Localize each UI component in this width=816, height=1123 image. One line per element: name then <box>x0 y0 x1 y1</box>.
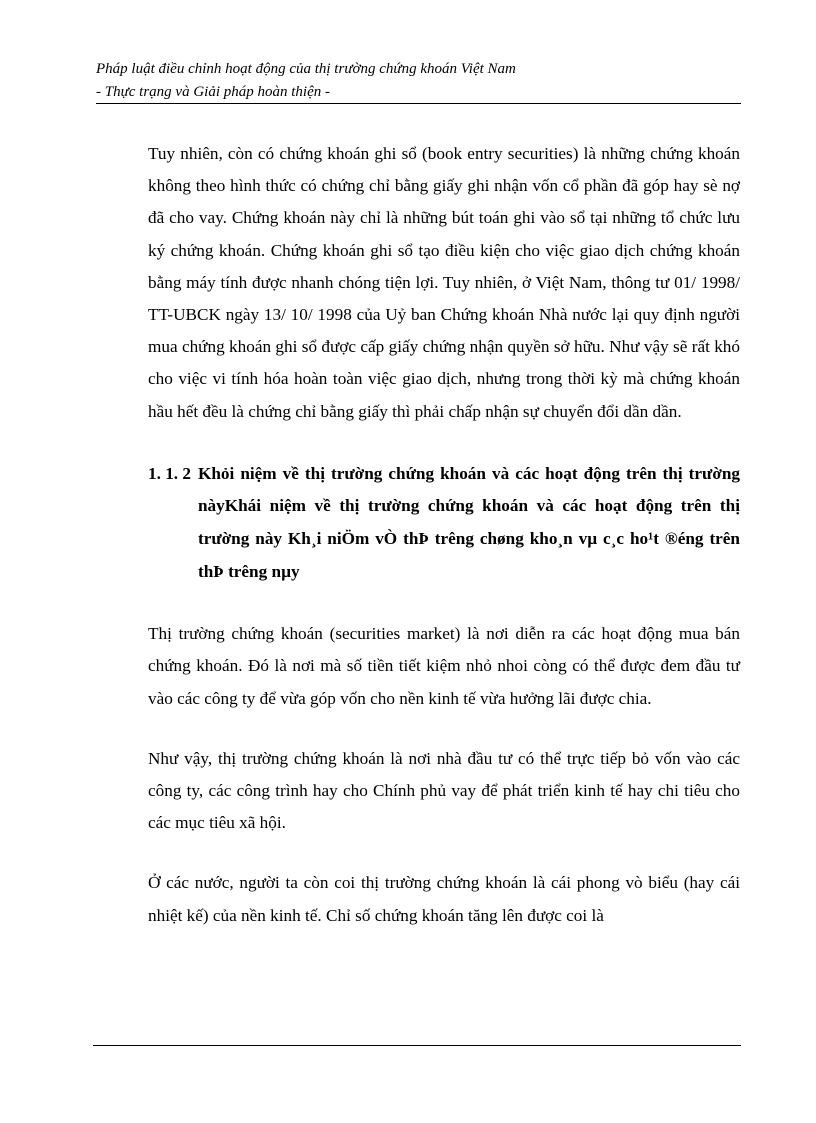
footer-divider <box>93 1045 741 1046</box>
page-header <box>96 58 744 104</box>
section-heading <box>148 458 740 588</box>
header-divider <box>96 103 741 104</box>
paragraph-barometer: Ở các nước, người ta còn coi thị trường chứng khoán là cái phong vò biểu (hay cái nhiệt kế) của nền kinh tế. Chỉ số chứng khoán tăng lên được coi là <box>148 873 740 925</box>
paragraph-investors: Như vậy, thị trường chứng khoán là nơi nhà đầu tư có thể trực tiếp bỏ vốn vào các công ty, các công trình hay cho Chính phủ vay để phát triển kinh tế hay chi tiêu cho các mục tiêu xã hội. <box>148 748 740 833</box>
section-number: 1. 1. 2 <box>148 463 191 483</box>
header-title: Pháp luật điều chỉnh hoạt động của thị trường chứng khoán Việt Nam <box>96 61 516 77</box>
section-title: Khỏi niệm về thị trường chứng khoán và các hoạt động trên thị trường nàyKhái niệm về thị trường chứng khoán và các hoạt động trên thị trường này Kh¸i niÖm vÒ thÞ trêng chøng kho¸n vµ c¸c ho¹t ®éng trên thÞ trêng nµy <box>198 463 740 581</box>
header-subtitle: - Thực trạng và Giải pháp hoàn thiện - <box>96 84 330 100</box>
document-body <box>148 138 740 932</box>
paragraph-securities-market: Thị trường chứng khoán (securities market) là nơi diễn ra các hoạt động mua bán chứng khoán. Đó là nơi mà số tiền tiết kiệm nhỏ nhoi còng có thể được đem đầu tư vào các công ty để vừa góp vốn cho nền kinh tế vừa hưởng lãi được chia. <box>148 624 740 708</box>
paragraph-book-entry-securities: Tuy nhiên, còn có chứng khoán ghi sổ (book entry securities) là những chứng khoán không theo hình thức có chứng chỉ bằng giấy ghi nhận vốn cổ phần đã góp hay sè nợ đã cho vay. Chứng khoán này chỉ là những bút toán ghi vào sổ tại những tổ chức lưu ký chứng khoán. Chứng khoán ghi sổ tạo điều kiện cho việc giao dịch chứng khoán bằng máy tính được nhanh chóng tiện lợi. Tuy nhiên, ở Việt Nam, thông tư 01/ 1998/ TT-UBCK ngày 13/ 10/ 1998 của Uỷ ban Chứng khoán Nhà nước lại quy định người mua chứng khoán ghi sổ được cấp giấy chứng nhận quyền sở hữu. Như vậy sẽ rất khó cho việc vi tính hóa hoàn toàn việc giao dịch, nhưng trong thời kỳ mà chứng khoán hầu hết đều là chứng chỉ bằng giấy thì phải chấp nhận sự chuyển đổi dần dần. <box>148 144 740 421</box>
